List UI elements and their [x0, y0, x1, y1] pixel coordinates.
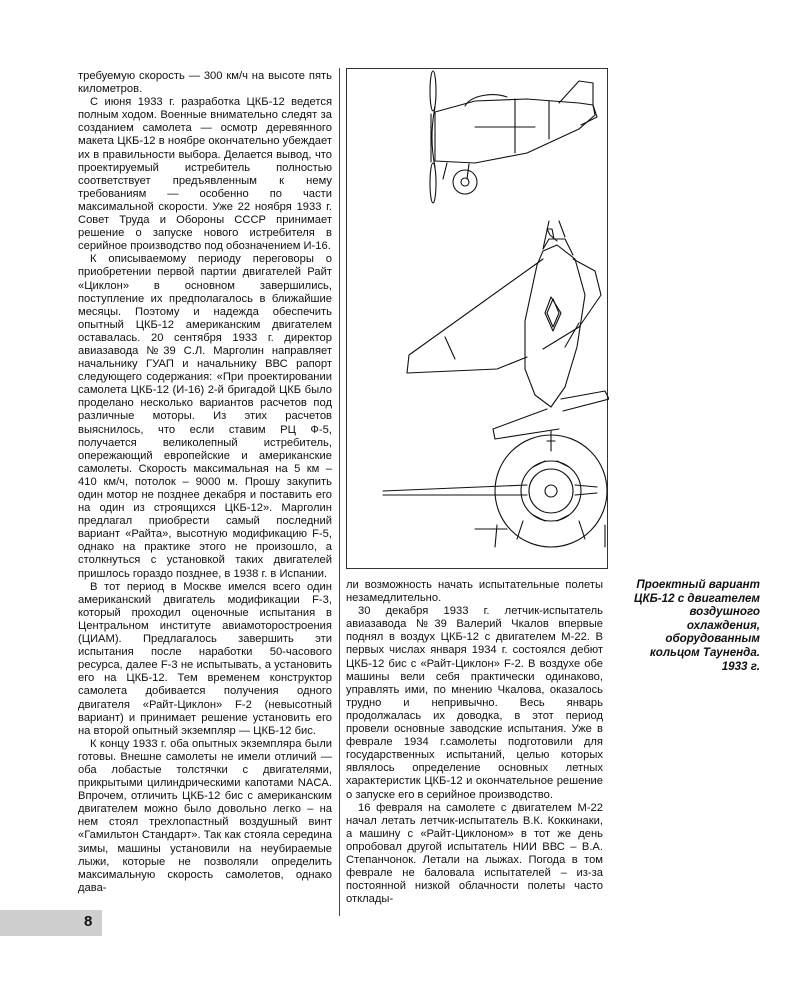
figure-caption: Проектный вариант ЦКБ-12 с двигателем воздушного охлаждения, оборудованным кольцом Таунендa. 1933 г. [634, 578, 760, 673]
paragraph: К концу 1933 г. оба опытных экземпляра были готовы. Внешне самолеты не имели отличий — оба лобастые толстячки с двигателями, прикрытыми цилиндрическими капотами NACA. Впрочем, отличить ЦКБ-12 бис с американским двигателем можно было довольно легко – на нем стоял трехлопастный воздушный винт «Гамильтон Стандарт». Так как стояла середина зимы, машины установили на неубираемые лыжи, которые не позволяли определить максимальную скорость самолетов, однако дава- [78, 737, 332, 894]
paragraph: К описываемому периоду переговоры о приобретении первой партии двигателей Райт «Циклон» в основном завершились, поступление их предполагалось в ближайшие месяцы. Поэтому и надежда обеспечить опытный ЦКБ-12 американским двигателем оставалась. 20 сентября 1933 г. директор авиазавода №39 С.Л. Марголин направляет начальнику ГУАП и начальнику ВВС рапорт следующего содержания: «При проектировании самолета ЦКБ-12 (И-16) 2-й бригадой ЦКБ было проделано несколько вариантов расчетов под различные моторы. Из этих расчетов выяснилось, что если ставим РЦ Ф-5, получается великолепный истребитель, опережающий европейские и американские самолеты. Скорость максимальная на 5 км – 410 км/ч, потолок – 9000 м. Прошу закупить один мотор не позднее декабря и поставить его на один из строящихся ЦКБ-12». Марголин предлагал приобрести самый последний вариант «Райта», высотную модификацию F-5, однако на практике этого не произошло, а столкнуться с установкой таких двигателей пришлось гораздо позднее, в 1938 г. в Испании. [78, 253, 332, 580]
front-view-drawing [383, 431, 607, 547]
paragraph: В тот период в Москве имелся всего один американский двигатель модификации F-3, который проходил оценочные испытания в Центральном институте авиамоторостроения (ЦИАМ). Предлагалось завершить эти испытания после наработки 50-часового ресурса, далее F-3 не испытывать, а установить его на ЦКБ-12. Тем временем конструктор самолета добивается получения одного двигателя «Райт-Циклон» F-2 (невысотный вариант) и принимает решение установить его на второй опытный экземпляр — ЦКБ-12 бис. [78, 580, 332, 737]
side-view-drawing [430, 71, 597, 203]
plan-view-drawing [407, 221, 609, 439]
text-column-left [78, 70, 332, 895]
paragraph: С июня 1933 г. разработка ЦКБ-12 ведется полным ходом. Военные внимательно следят за созданием самолета — осмотр деревянного макета ЦКБ-12 в ноябре окончательно убеждает их в правильности выбора. Делается вывод, что проектируемый истребитель полностью соответствует предъявленным к нему требованиям — особенно по части максимальной скорости. Уже 22 ноября 1933 г. Совет Труда и Обороны СССР принимает решение о запуске нового истребителя в серийное производство под обозначением И-16. [78, 96, 332, 253]
paragraph: 16 февраля на самолете с двигателем М-22 начал летать летчик-испытатель В.К. Коккинаки, а машину с «Райт-Циклоном» в тот же день опробовал другой испытатель НИИ ВВС – В.А. Степанчонок. Летали на лыжах. Погода в том феврале не баловала испытателей – из-за постоянной низкой облачности полеты часто отклады- [346, 801, 603, 906]
paragraph: ли возможность начать испытательные полеты незамедлительно. [346, 579, 603, 605]
aircraft-drawing [347, 69, 609, 570]
paragraph: 30 декабря 1933 г. летчик-испытатель авиазавода №39 Валерий Чкалов впервые поднял в воздух ЦКБ-12 с двигателем М-22. В первых числах января 1934 г. состоялся дебют ЦКБ-12 бис с «Райт-Циклон» F-2. В воздухе обе машины вели себя практически одинаково, управлять ими, по мнению Чкалова, оказалось трудно и непривычно. Весь январь продолжалась их доводка, в этот период провели основные заводские испытания. Уже в феврале 1934 г.самолеты подготовили для государственных испытаний, целью которых являлось определение основных летных характеристик ЦКБ-12 и окончательное решение о запуске его в серийное производство. [346, 605, 603, 801]
page-number: 8 [84, 913, 93, 930]
column-divider [339, 68, 340, 916]
aircraft-drawing-figure [346, 68, 608, 569]
paragraph: требуемую скорость — 300 км/ч на высоте пять километров. [78, 70, 332, 96]
text-column-middle [346, 579, 603, 906]
